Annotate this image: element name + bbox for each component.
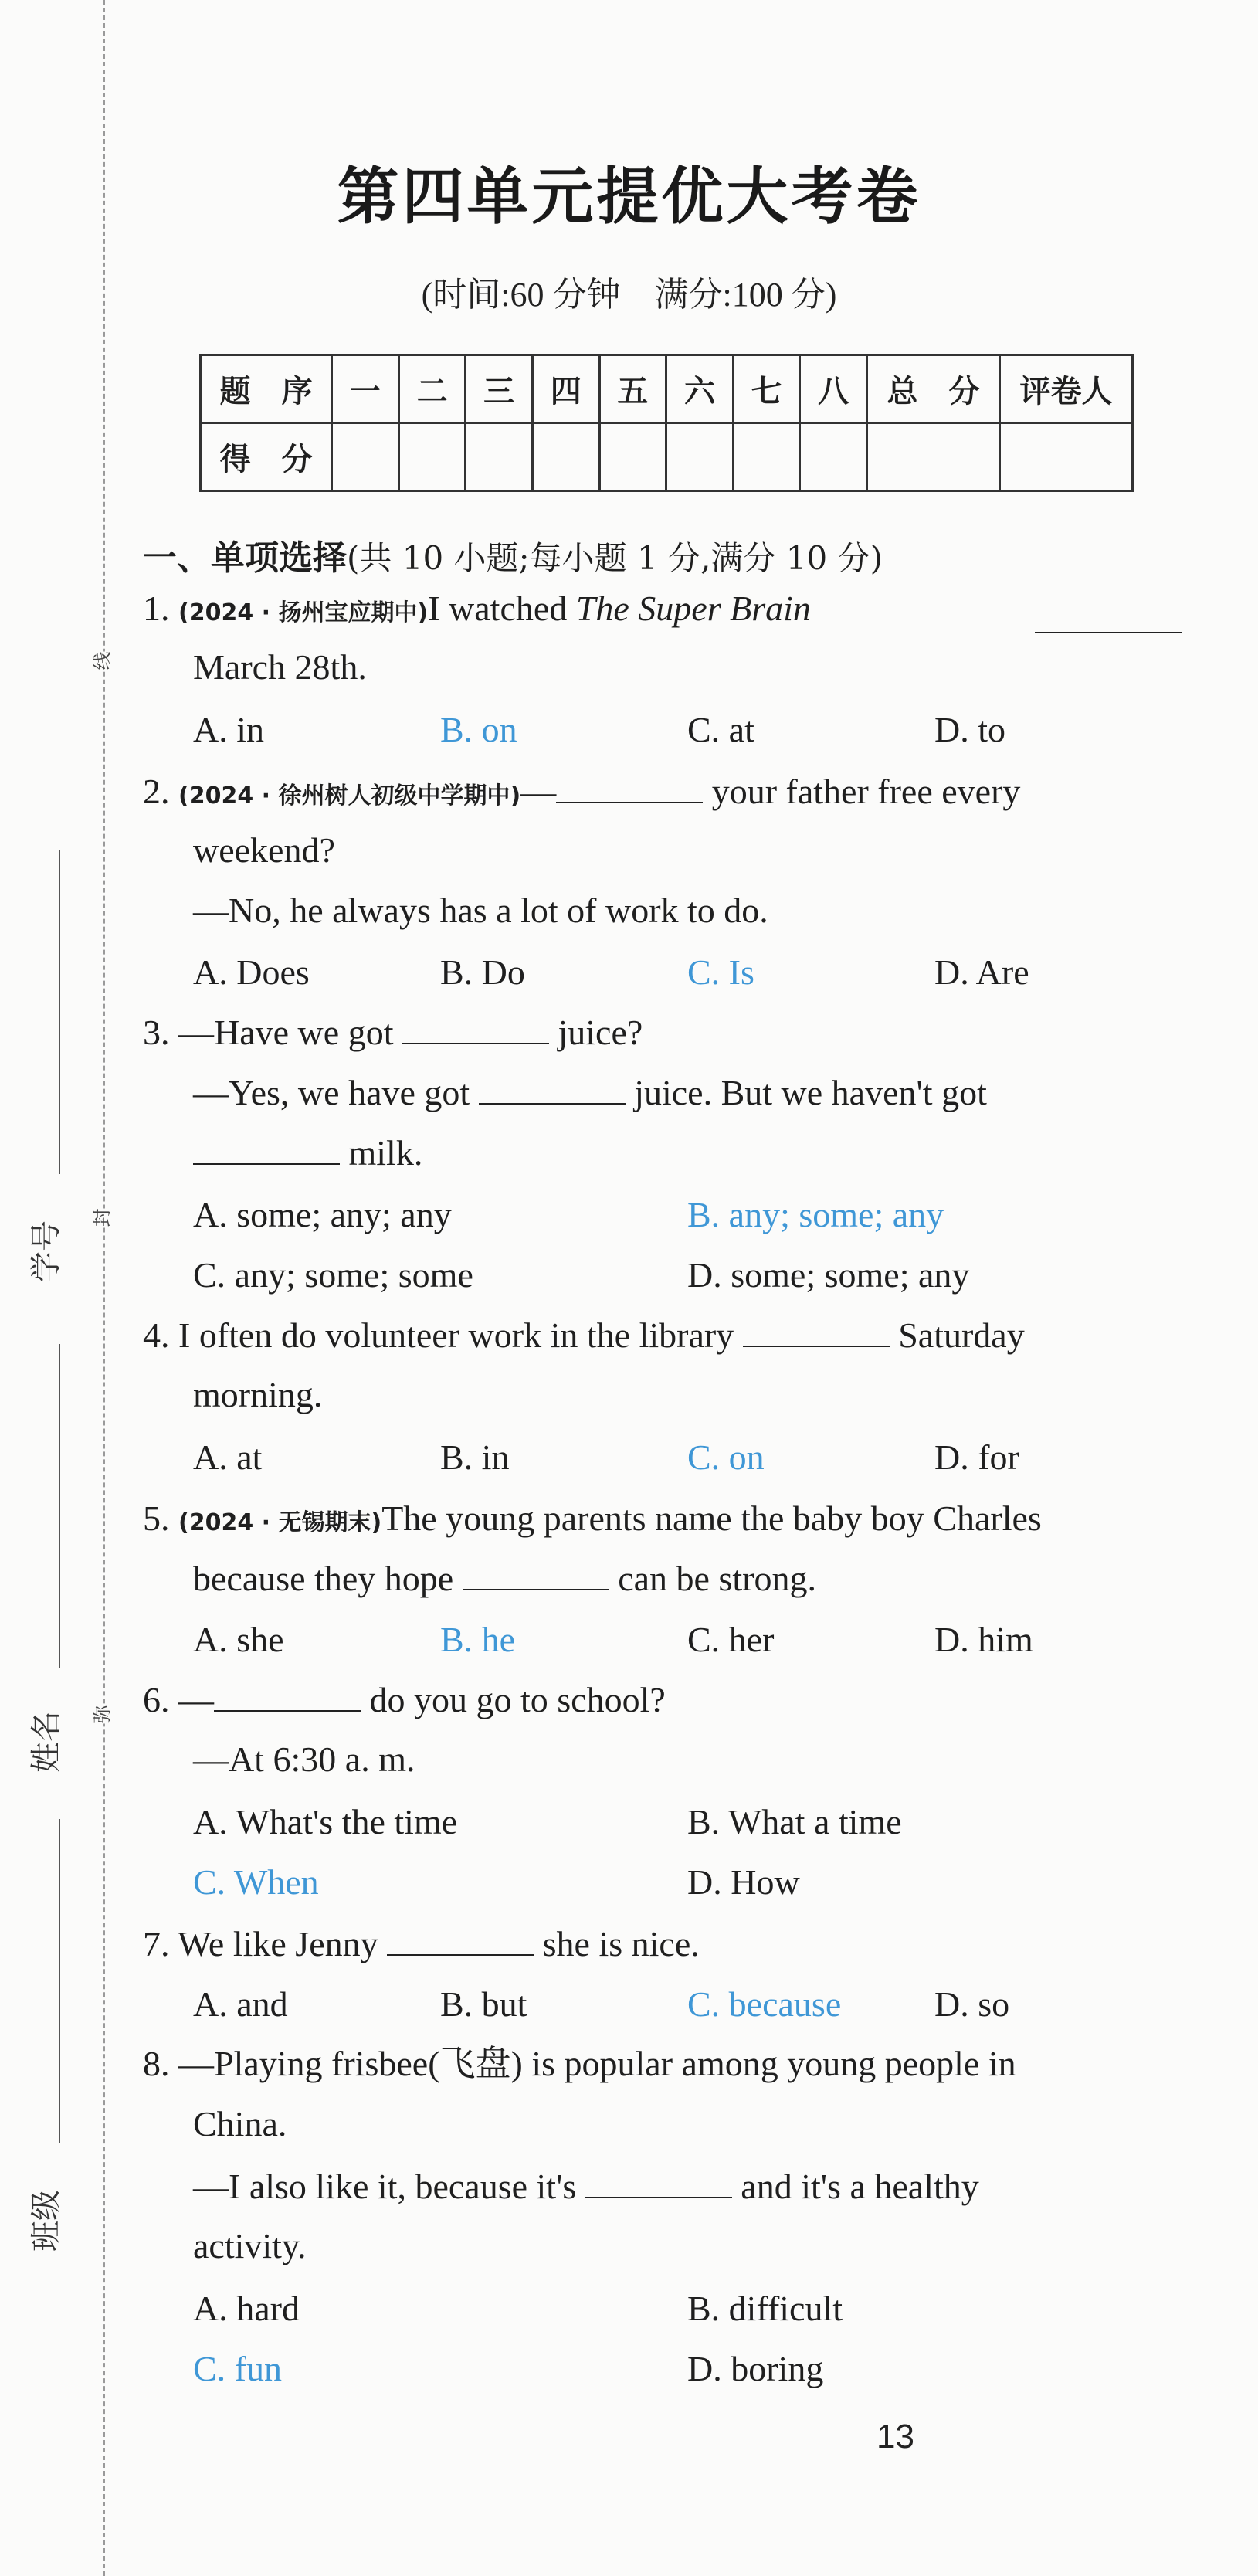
option-b-correct[interactable]: B. he	[440, 1620, 516, 1659]
score-cell[interactable]	[466, 423, 533, 491]
question-8-line-4: activity.	[193, 2226, 307, 2265]
option-a[interactable]: A. Does	[193, 952, 310, 992]
question-number: 8.	[143, 2044, 170, 2083]
answer-blank[interactable]	[479, 1072, 626, 1105]
score-col-3: 三	[466, 355, 533, 423]
option-a[interactable]: A. at	[193, 1437, 263, 1477]
score-cell[interactable]	[599, 423, 666, 491]
option-d[interactable]: D. so	[934, 1984, 1010, 2024]
question-number: 7.	[143, 1924, 170, 1963]
question-source: (2024 · 无锡期末)	[178, 1509, 382, 1536]
option-c-correct[interactable]: C. When	[193, 1862, 319, 1902]
question-text: do you go to school?	[361, 1680, 666, 1719]
question-text: milk.	[340, 1133, 423, 1173]
question-8-line-1	[143, 2044, 1016, 2085]
question-text: —Playing frisbee(飞盘) is popular among young people in	[178, 2044, 1016, 2083]
option-d[interactable]: D. to	[934, 710, 1005, 749]
question-8-line-2: China.	[193, 2104, 287, 2143]
question-text: juice. But we haven't got	[625, 1073, 987, 1112]
option-a[interactable]: A. in	[193, 710, 264, 749]
seal-char-line: 线	[84, 652, 117, 670]
question-number: 3.	[143, 1013, 170, 1052]
score-cell[interactable]	[733, 423, 800, 491]
question-3-line-1	[143, 1012, 643, 1054]
question-number: 4.	[143, 1315, 170, 1355]
score-cell[interactable]	[398, 423, 466, 491]
question-source: (2024 · 徐州树人初级中学期中)	[178, 782, 521, 809]
question-7-line-1	[143, 1923, 700, 1965]
answer-blank[interactable]	[387, 1923, 534, 1956]
question-6-line-1	[143, 1679, 666, 1721]
question-text: We like Jenny	[178, 1924, 388, 1963]
score-table-header-row	[201, 355, 1133, 423]
question-text: because they hope	[193, 1559, 463, 1598]
score-col-5: 五	[599, 355, 666, 423]
question-number: 1.	[143, 589, 170, 628]
option-c-correct[interactable]: C. fun	[193, 2349, 282, 2388]
section-heading	[143, 530, 883, 579]
name-line[interactable]	[59, 1344, 60, 1668]
option-b[interactable]: B. Do	[440, 952, 525, 992]
option-b[interactable]: B. in	[440, 1437, 510, 1477]
score-cell-total[interactable]	[866, 423, 999, 491]
question-text: can be strong.	[609, 1559, 816, 1598]
score-col-8: 八	[800, 355, 867, 423]
question-text: and it's a healthy	[731, 2167, 979, 2206]
question-2-line-1	[143, 771, 1020, 813]
option-a[interactable]: A. she	[193, 1620, 284, 1659]
option-b-correct[interactable]: B. on	[440, 710, 517, 749]
option-b[interactable]: B. difficult	[687, 2289, 843, 2328]
score-row-label: 得 分	[201, 423, 332, 491]
option-d[interactable]: D. some; some; any	[687, 1255, 970, 1295]
option-c[interactable]: C. any; some; some	[193, 1255, 473, 1295]
question-text: —Yes, we have got	[193, 1073, 479, 1112]
question-text: Saturday	[889, 1315, 1025, 1355]
option-a[interactable]: A. some; any; any	[193, 1195, 452, 1234]
score-cell[interactable]	[332, 423, 399, 491]
question-3-line-2	[193, 1072, 987, 1114]
option-d[interactable]: D. for	[934, 1437, 1019, 1477]
answer-blank[interactable]	[214, 1679, 361, 1712]
score-cell-grader[interactable]	[1000, 423, 1133, 491]
question-2-line-2: weekend?	[193, 830, 335, 870]
answer-blank[interactable]	[193, 1132, 340, 1165]
option-c-correct[interactable]: C. because	[687, 1984, 842, 2024]
option-d[interactable]: D. him	[934, 1620, 1033, 1659]
question-text: The young parents name the baby boy Charles	[381, 1498, 1042, 1538]
question-text: —Have we got	[178, 1013, 402, 1052]
student-id-line[interactable]	[59, 850, 60, 1174]
option-b[interactable]: B. but	[440, 1984, 527, 2024]
answer-blank[interactable]	[743, 1315, 890, 1347]
question-number: 6.	[143, 1680, 170, 1719]
score-table-score-row	[201, 423, 1133, 491]
score-col-7: 七	[733, 355, 800, 423]
section-note: (共 10 小题;每小题 1 分,满分 10 分)	[347, 539, 883, 577]
option-a[interactable]: A. What's the time	[193, 1802, 458, 1841]
class-label: 班级	[29, 2190, 64, 2252]
score-cell[interactable]	[800, 423, 867, 491]
option-b[interactable]: B. What a time	[687, 1802, 902, 1841]
answer-blank[interactable]	[585, 2166, 732, 2198]
question-5-line-1	[143, 1498, 1042, 1539]
answer-blank[interactable]	[1035, 601, 1182, 633]
score-col-1: 一	[332, 355, 399, 423]
question-text: your father free every	[703, 772, 1021, 811]
question-1-line-2: March 28th.	[193, 647, 367, 687]
option-c-correct[interactable]: C. Is	[687, 952, 754, 992]
score-col-6: 六	[666, 355, 734, 423]
question-4-line-1	[143, 1315, 1025, 1356]
name-label: 姓名	[29, 1711, 64, 1773]
question-text: juice?	[548, 1013, 643, 1052]
question-1-line-1	[143, 589, 811, 630]
option-d[interactable]: D. Are	[934, 952, 1029, 992]
question-text: I often do volunteer work in the library	[178, 1315, 743, 1355]
score-col-total: 总 分	[866, 355, 999, 423]
seal-char-close: 弥	[84, 1705, 117, 1724]
question-text: —	[520, 772, 557, 811]
score-cell[interactable]	[532, 423, 599, 491]
option-c[interactable]: C. at	[687, 710, 754, 749]
question-text: —	[178, 1680, 214, 1719]
exam-time-info: (时间:60 分钟 满分:100 分)	[421, 276, 837, 314]
binding-dashed-line	[103, 0, 105, 2576]
score-table-row-label: 题 序	[201, 355, 332, 423]
page-number: 13	[877, 2418, 914, 2456]
question-number: 5.	[143, 1498, 170, 1538]
question-text: I watched	[428, 589, 576, 628]
score-col-4: 四	[532, 355, 599, 423]
student-id-label: 学号	[29, 1220, 64, 1282]
option-a[interactable]: A. hard	[193, 2289, 300, 2328]
question-5-line-2	[193, 1558, 816, 1600]
option-c-correct[interactable]: C. on	[687, 1437, 765, 1477]
option-b-correct[interactable]: B. any; some; any	[687, 1195, 944, 1234]
score-table	[199, 354, 1134, 492]
score-col-2: 二	[398, 355, 466, 423]
question-6-line-2: —At 6:30 a. m.	[193, 1739, 415, 1779]
option-c[interactable]: C. her	[687, 1620, 775, 1659]
question-8-line-3	[193, 2166, 979, 2208]
class-line[interactable]	[59, 1819, 60, 2143]
page-title: 第四单元提优大考卷	[337, 161, 921, 232]
question-number: 2.	[143, 772, 170, 811]
option-d[interactable]: D. boring	[687, 2349, 824, 2388]
seal-char-seal: 封	[84, 1209, 117, 1227]
answer-blank[interactable]	[556, 771, 703, 803]
section-title: 一、单项选择	[143, 538, 347, 578]
question-text: she is nice.	[534, 1924, 700, 1963]
option-d[interactable]: D. How	[687, 1862, 800, 1902]
question-4-line-2: morning.	[193, 1375, 323, 1414]
answer-blank[interactable]	[402, 1012, 549, 1044]
score-cell[interactable]	[666, 423, 734, 491]
question-text-italic: The Super Brain	[575, 589, 811, 628]
question-source: (2024 · 扬州宝应期中)	[178, 599, 429, 626]
question-2-line-3: —No, he always has a lot of work to do.	[193, 891, 768, 930]
option-a[interactable]: A. and	[193, 1984, 288, 2024]
question-text: —I also like it, because it's	[193, 2167, 585, 2206]
question-3-line-3	[193, 1132, 422, 1174]
score-col-grader: 评卷人	[1000, 355, 1133, 423]
answer-blank[interactable]	[463, 1558, 609, 1590]
